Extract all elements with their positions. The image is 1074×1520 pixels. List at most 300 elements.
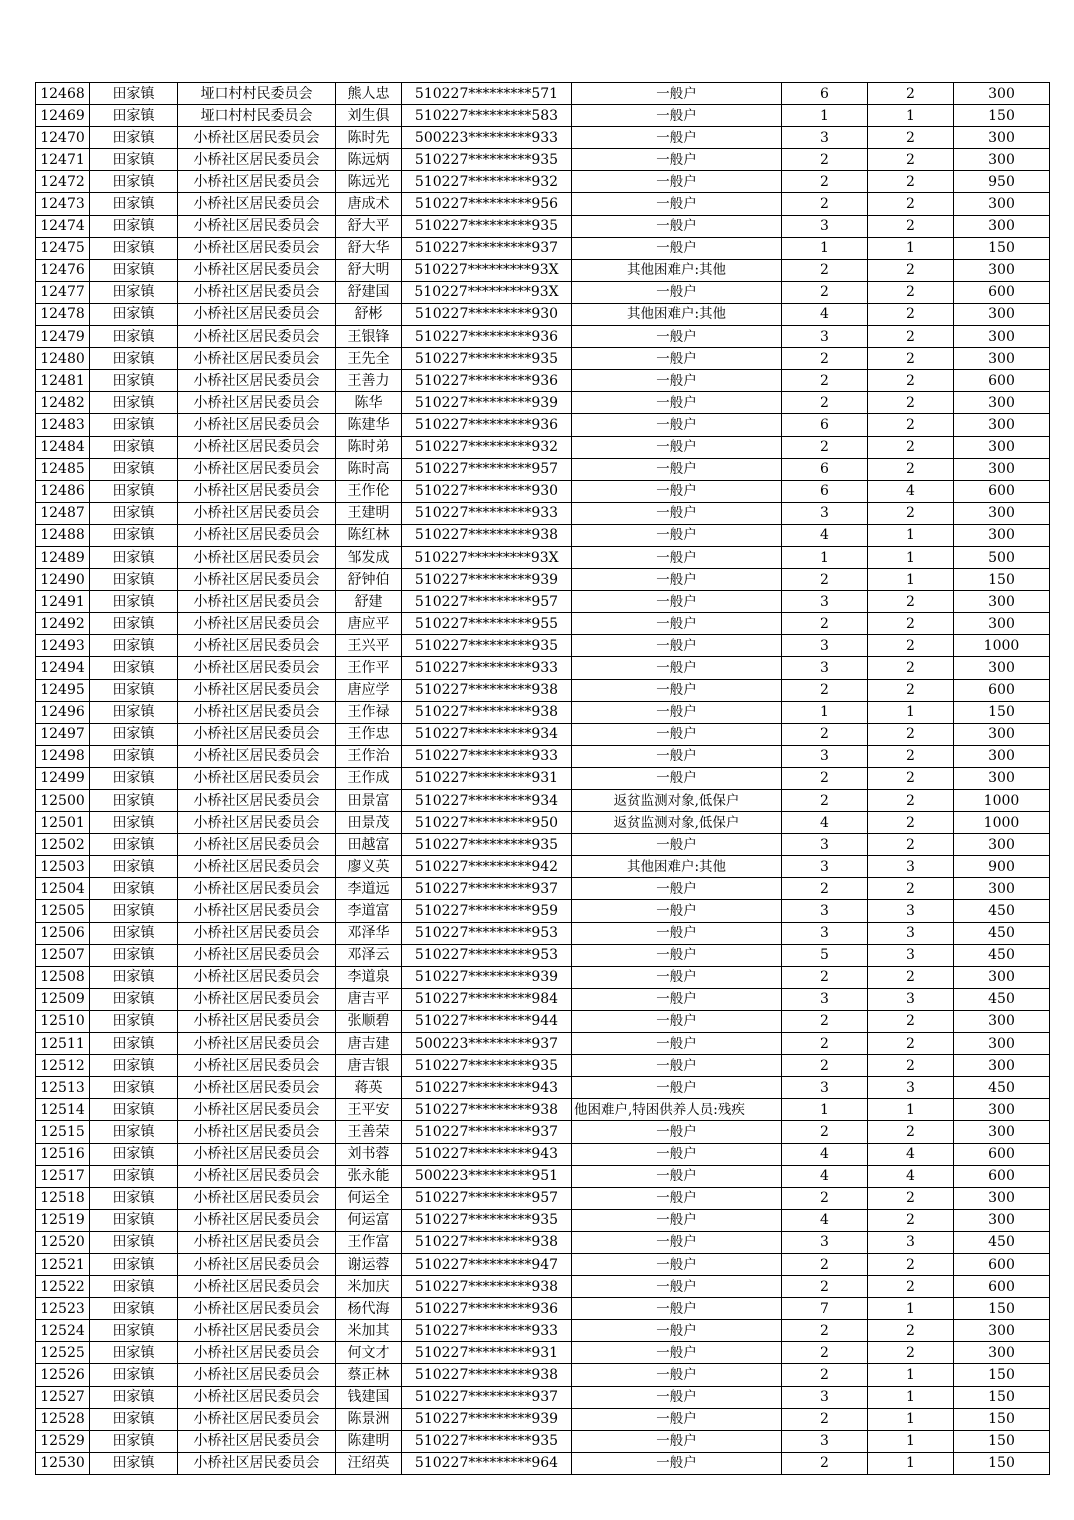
committee-cell: 小桥社区居民委员会 (178, 1386, 336, 1408)
family-size-cell: 4 (782, 1209, 868, 1231)
amount-cell: 450 (954, 988, 1050, 1010)
amount-cell: 300 (954, 1342, 1050, 1364)
amount-cell: 300 (954, 193, 1050, 215)
id-number-cell: 510227*********937 (402, 1121, 572, 1143)
family-size-cell: 6 (782, 414, 868, 436)
table-row (36, 657, 1050, 679)
name-cell: 邓泽华 (336, 922, 402, 944)
household-type-cell: 一般户 (572, 83, 782, 105)
id-number-cell: 510227*********984 (402, 988, 572, 1010)
committee-cell: 小桥社区居民委员会 (178, 745, 336, 767)
committee-cell: 小桥社区居民委员会 (178, 502, 336, 524)
committee-cell: 小桥社区居民委员会 (178, 1320, 336, 1342)
serial-number-cell: 12497 (36, 723, 90, 745)
amount-cell: 300 (954, 1010, 1050, 1032)
committee-cell: 小桥社区居民委员会 (178, 613, 336, 635)
serial-number-cell: 12493 (36, 635, 90, 657)
table-row (36, 1077, 1050, 1099)
amount-cell: 600 (954, 370, 1050, 392)
town-cell: 田家镇 (90, 127, 178, 149)
serial-number-cell: 12513 (36, 1077, 90, 1099)
id-number-cell: 510227*********930 (402, 480, 572, 502)
town-cell: 田家镇 (90, 546, 178, 568)
id-number-cell: 510227*********953 (402, 944, 572, 966)
serial-number-cell: 12484 (36, 436, 90, 458)
name-cell: 陈景洲 (336, 1408, 402, 1430)
id-number-cell: 510227*********936 (402, 370, 572, 392)
id-number-cell: 510227*********932 (402, 436, 572, 458)
name-cell: 王作平 (336, 657, 402, 679)
committee-cell: 小桥社区居民委员会 (178, 193, 336, 215)
beneficiary-count-cell: 1 (868, 1430, 954, 1452)
id-number-cell: 510227*********934 (402, 790, 572, 812)
amount-cell: 300 (954, 966, 1050, 988)
table-row (36, 1121, 1050, 1143)
name-cell: 舒钟伯 (336, 569, 402, 591)
serial-number-cell: 12509 (36, 988, 90, 1010)
id-number-cell: 510227*********93X (402, 259, 572, 281)
table-row (36, 1298, 1050, 1320)
serial-number-cell: 12485 (36, 458, 90, 480)
family-size-cell: 2 (782, 1320, 868, 1342)
household-type-cell: 一般户 (572, 105, 782, 127)
committee-cell: 小桥社区居民委员会 (178, 1010, 336, 1032)
committee-cell: 小桥社区居民委员会 (178, 1143, 336, 1165)
amount-cell: 300 (954, 613, 1050, 635)
beneficiary-count-cell: 2 (868, 303, 954, 325)
family-size-cell: 3 (782, 745, 868, 767)
committee-cell: 小桥社区居民委员会 (178, 1430, 336, 1452)
table-row (36, 767, 1050, 789)
name-cell: 舒大明 (336, 259, 402, 281)
name-cell: 王作伦 (336, 480, 402, 502)
beneficiary-count-cell: 1 (868, 237, 954, 259)
beneficiary-count-cell: 2 (868, 370, 954, 392)
name-cell: 廖义英 (336, 856, 402, 878)
household-type-cell: 一般户 (572, 1320, 782, 1342)
amount-cell: 300 (954, 502, 1050, 524)
amount-cell: 150 (954, 569, 1050, 591)
name-cell: 邓泽云 (336, 944, 402, 966)
family-size-cell: 5 (782, 944, 868, 966)
household-type-cell: 他困难户,特困供养人员:残疾 (572, 1099, 782, 1121)
household-type-cell: 一般户 (572, 171, 782, 193)
table-row (36, 83, 1050, 105)
table-row (36, 966, 1050, 988)
name-cell: 王银锋 (336, 326, 402, 348)
table-row (36, 458, 1050, 480)
household-type-cell: 一般户 (572, 348, 782, 370)
table-row (36, 1342, 1050, 1364)
committee-cell: 小桥社区居民委员会 (178, 480, 336, 502)
id-number-cell: 510227*********935 (402, 149, 572, 171)
family-size-cell: 3 (782, 1077, 868, 1099)
id-number-cell: 510227*********937 (402, 1386, 572, 1408)
family-size-cell: 1 (782, 1099, 868, 1121)
amount-cell: 300 (954, 348, 1050, 370)
beneficiary-count-cell: 1 (868, 1298, 954, 1320)
family-size-cell: 6 (782, 83, 868, 105)
id-number-cell: 510227*********957 (402, 458, 572, 480)
serial-number-cell: 12511 (36, 1033, 90, 1055)
id-number-cell: 510227*********937 (402, 237, 572, 259)
amount-cell: 300 (954, 149, 1050, 171)
family-size-cell: 2 (782, 966, 868, 988)
household-type-cell: 一般户 (572, 657, 782, 679)
household-type-cell: 一般户 (572, 1121, 782, 1143)
family-size-cell: 1 (782, 701, 868, 723)
beneficiary-count-cell: 3 (868, 988, 954, 1010)
family-size-cell: 4 (782, 303, 868, 325)
id-number-cell: 510227*********947 (402, 1253, 572, 1275)
family-size-cell: 4 (782, 1143, 868, 1165)
serial-number-cell: 12480 (36, 348, 90, 370)
serial-number-cell: 12475 (36, 237, 90, 259)
committee-cell: 小桥社区居民委员会 (178, 812, 336, 834)
id-number-cell: 510227*********933 (402, 1320, 572, 1342)
name-cell: 舒建 (336, 591, 402, 613)
table-row (36, 480, 1050, 502)
id-number-cell: 500223*********933 (402, 127, 572, 149)
town-cell: 田家镇 (90, 105, 178, 127)
town-cell: 田家镇 (90, 900, 178, 922)
household-type-cell: 一般户 (572, 1386, 782, 1408)
committee-cell: 小桥社区居民委员会 (178, 635, 336, 657)
committee-cell: 小桥社区居民委员会 (178, 657, 336, 679)
beneficiary-count-cell: 2 (868, 326, 954, 348)
amount-cell: 300 (954, 458, 1050, 480)
table-row (36, 1276, 1050, 1298)
id-number-cell: 510227*********943 (402, 1077, 572, 1099)
serial-number-cell: 12506 (36, 922, 90, 944)
table-row (36, 679, 1050, 701)
beneficiary-count-cell: 3 (868, 856, 954, 878)
household-type-cell: 一般户 (572, 701, 782, 723)
beneficiary-count-cell: 2 (868, 149, 954, 171)
name-cell: 唐吉平 (336, 988, 402, 1010)
town-cell: 田家镇 (90, 1342, 178, 1364)
amount-cell: 300 (954, 127, 1050, 149)
serial-number-cell: 12525 (36, 1342, 90, 1364)
town-cell: 田家镇 (90, 259, 178, 281)
household-subsidy-table (35, 82, 1050, 1475)
id-number-cell: 510227*********964 (402, 1452, 572, 1474)
name-cell: 舒彬 (336, 303, 402, 325)
family-size-cell: 4 (782, 524, 868, 546)
committee-cell: 小桥社区居民委员会 (178, 856, 336, 878)
table-row (36, 193, 1050, 215)
amount-cell: 450 (954, 1077, 1050, 1099)
id-number-cell: 510227*********950 (402, 812, 572, 834)
name-cell: 王善力 (336, 370, 402, 392)
town-cell: 田家镇 (90, 458, 178, 480)
beneficiary-count-cell: 2 (868, 723, 954, 745)
beneficiary-count-cell: 4 (868, 1165, 954, 1187)
beneficiary-count-cell: 2 (868, 414, 954, 436)
household-type-cell: 一般户 (572, 392, 782, 414)
beneficiary-count-cell: 2 (868, 613, 954, 635)
town-cell: 田家镇 (90, 1408, 178, 1430)
name-cell: 何文才 (336, 1342, 402, 1364)
household-type-cell: 一般户 (572, 679, 782, 701)
amount-cell: 450 (954, 922, 1050, 944)
amount-cell: 450 (954, 900, 1050, 922)
committee-cell: 小桥社区居民委员会 (178, 1077, 336, 1099)
committee-cell: 小桥社区居民委员会 (178, 922, 336, 944)
serial-number-cell: 12527 (36, 1386, 90, 1408)
table-row (36, 1055, 1050, 1077)
household-type-cell: 一般户 (572, 723, 782, 745)
id-number-cell: 510227*********933 (402, 657, 572, 679)
name-cell: 杨代海 (336, 1298, 402, 1320)
town-cell: 田家镇 (90, 414, 178, 436)
family-size-cell: 2 (782, 569, 868, 591)
family-size-cell: 2 (782, 1408, 868, 1430)
beneficiary-count-cell: 1 (868, 105, 954, 127)
town-cell: 田家镇 (90, 1276, 178, 1298)
table-row (36, 281, 1050, 303)
town-cell: 田家镇 (90, 348, 178, 370)
family-size-cell: 1 (782, 105, 868, 127)
committee-cell: 小桥社区居民委员会 (178, 259, 336, 281)
serial-number-cell: 12489 (36, 546, 90, 568)
committee-cell: 小桥社区居民委员会 (178, 966, 336, 988)
serial-number-cell: 12522 (36, 1276, 90, 1298)
amount-cell: 150 (954, 1452, 1050, 1474)
name-cell: 陈远炳 (336, 149, 402, 171)
family-size-cell: 2 (782, 370, 868, 392)
family-size-cell: 3 (782, 127, 868, 149)
name-cell: 田越富 (336, 834, 402, 856)
id-number-cell: 510227*********944 (402, 1010, 572, 1032)
beneficiary-count-cell: 1 (868, 1452, 954, 1474)
town-cell: 田家镇 (90, 988, 178, 1010)
table-row (36, 259, 1050, 281)
committee-cell: 小桥社区居民委员会 (178, 237, 336, 259)
name-cell: 陈远光 (336, 171, 402, 193)
table-row (36, 149, 1050, 171)
beneficiary-count-cell: 2 (868, 281, 954, 303)
committee-cell: 小桥社区居民委员会 (178, 679, 336, 701)
table-row (36, 569, 1050, 591)
name-cell: 舒大华 (336, 237, 402, 259)
amount-cell: 300 (954, 436, 1050, 458)
id-number-cell: 510227*********93X (402, 281, 572, 303)
name-cell: 王先全 (336, 348, 402, 370)
serial-number-cell: 12478 (36, 303, 90, 325)
id-number-cell: 500223*********951 (402, 1165, 572, 1187)
table-row (36, 127, 1050, 149)
committee-cell: 小桥社区居民委员会 (178, 1342, 336, 1364)
amount-cell: 150 (954, 701, 1050, 723)
id-number-cell: 510227*********939 (402, 392, 572, 414)
beneficiary-count-cell: 1 (868, 1364, 954, 1386)
table-row (36, 878, 1050, 900)
beneficiary-count-cell: 2 (868, 502, 954, 524)
id-number-cell: 510227*********959 (402, 900, 572, 922)
name-cell: 王作治 (336, 745, 402, 767)
committee-cell: 小桥社区居民委员会 (178, 127, 336, 149)
serial-number-cell: 12479 (36, 326, 90, 348)
table-row (36, 392, 1050, 414)
id-number-cell: 510227*********935 (402, 1209, 572, 1231)
committee-cell: 小桥社区居民委员会 (178, 436, 336, 458)
name-cell: 熊人忠 (336, 83, 402, 105)
family-size-cell: 3 (782, 900, 868, 922)
beneficiary-count-cell: 4 (868, 1143, 954, 1165)
table-row (36, 944, 1050, 966)
amount-cell: 300 (954, 657, 1050, 679)
family-size-cell: 3 (782, 635, 868, 657)
household-type-cell: 一般户 (572, 1430, 782, 1452)
town-cell: 田家镇 (90, 856, 178, 878)
town-cell: 田家镇 (90, 569, 178, 591)
beneficiary-count-cell: 2 (868, 1320, 954, 1342)
committee-cell: 小桥社区居民委员会 (178, 1408, 336, 1430)
amount-cell: 300 (954, 1121, 1050, 1143)
name-cell: 田景富 (336, 790, 402, 812)
table-row (36, 1010, 1050, 1032)
beneficiary-count-cell: 2 (868, 679, 954, 701)
beneficiary-count-cell: 2 (868, 1055, 954, 1077)
serial-number-cell: 12468 (36, 83, 90, 105)
committee-cell: 小桥社区居民委员会 (178, 834, 336, 856)
family-size-cell: 2 (782, 281, 868, 303)
id-number-cell: 510227*********955 (402, 613, 572, 635)
id-number-cell: 510227*********935 (402, 215, 572, 237)
name-cell: 舒大平 (336, 215, 402, 237)
town-cell: 田家镇 (90, 745, 178, 767)
town-cell: 田家镇 (90, 878, 178, 900)
beneficiary-count-cell: 2 (868, 1342, 954, 1364)
committee-cell: 小桥社区居民委员会 (178, 281, 336, 303)
amount-cell: 300 (954, 392, 1050, 414)
family-size-cell: 2 (782, 1121, 868, 1143)
beneficiary-count-cell: 1 (868, 546, 954, 568)
committee-cell: 小桥社区居民委员会 (178, 723, 336, 745)
household-type-cell: 一般户 (572, 745, 782, 767)
id-number-cell: 510227*********953 (402, 922, 572, 944)
amount-cell: 150 (954, 1430, 1050, 1452)
name-cell: 李道远 (336, 878, 402, 900)
beneficiary-count-cell: 2 (868, 657, 954, 679)
household-type-cell: 一般户 (572, 635, 782, 657)
family-size-cell: 2 (782, 613, 868, 635)
household-type-cell: 一般户 (572, 480, 782, 502)
household-type-cell: 一般户 (572, 127, 782, 149)
serial-number-cell: 12494 (36, 657, 90, 679)
family-size-cell: 2 (782, 1055, 868, 1077)
amount-cell: 300 (954, 1099, 1050, 1121)
table-row (36, 635, 1050, 657)
household-type-cell: 一般户 (572, 370, 782, 392)
household-type-cell: 一般户 (572, 613, 782, 635)
household-type-cell: 一般户 (572, 1077, 782, 1099)
household-type-cell: 一般户 (572, 922, 782, 944)
id-number-cell: 510227*********938 (402, 679, 572, 701)
committee-cell: 小桥社区居民委员会 (178, 1364, 336, 1386)
serial-number-cell: 12471 (36, 149, 90, 171)
family-size-cell: 2 (782, 767, 868, 789)
family-size-cell: 3 (782, 1231, 868, 1253)
town-cell: 田家镇 (90, 149, 178, 171)
beneficiary-count-cell: 1 (868, 569, 954, 591)
town-cell: 田家镇 (90, 679, 178, 701)
name-cell: 陈建华 (336, 414, 402, 436)
serial-number-cell: 12486 (36, 480, 90, 502)
name-cell: 陈时弟 (336, 436, 402, 458)
name-cell: 张顺碧 (336, 1010, 402, 1032)
beneficiary-count-cell: 3 (868, 1231, 954, 1253)
family-size-cell: 2 (782, 1253, 868, 1275)
family-size-cell: 3 (782, 988, 868, 1010)
family-size-cell: 2 (782, 436, 868, 458)
household-type-cell: 一般户 (572, 591, 782, 613)
id-number-cell: 510227*********935 (402, 1430, 572, 1452)
household-type-cell: 一般户 (572, 193, 782, 215)
committee-cell: 小桥社区居民委员会 (178, 326, 336, 348)
beneficiary-count-cell: 2 (868, 1010, 954, 1032)
family-size-cell: 2 (782, 1276, 868, 1298)
table-row (36, 326, 1050, 348)
household-type-cell: 一般户 (572, 414, 782, 436)
serial-number-cell: 12512 (36, 1055, 90, 1077)
family-size-cell: 2 (782, 790, 868, 812)
amount-cell: 150 (954, 237, 1050, 259)
town-cell: 田家镇 (90, 1055, 178, 1077)
beneficiary-count-cell: 2 (868, 878, 954, 900)
name-cell: 王建明 (336, 502, 402, 524)
serial-number-cell: 12530 (36, 1452, 90, 1474)
amount-cell: 450 (954, 944, 1050, 966)
household-type-cell: 一般户 (572, 281, 782, 303)
town-cell: 田家镇 (90, 502, 178, 524)
household-type-cell: 一般户 (572, 1055, 782, 1077)
id-number-cell: 510227*********938 (402, 1276, 572, 1298)
household-type-cell: 其他困难户:其他 (572, 856, 782, 878)
town-cell: 田家镇 (90, 193, 178, 215)
serial-number-cell: 12520 (36, 1231, 90, 1253)
id-number-cell: 510227*********583 (402, 105, 572, 127)
amount-cell: 300 (954, 745, 1050, 767)
amount-cell: 150 (954, 105, 1050, 127)
table-row (36, 988, 1050, 1010)
family-size-cell: 2 (782, 171, 868, 193)
serial-number-cell: 12476 (36, 259, 90, 281)
name-cell: 王作禄 (336, 701, 402, 723)
town-cell: 田家镇 (90, 303, 178, 325)
name-cell: 王善荣 (336, 1121, 402, 1143)
town-cell: 田家镇 (90, 237, 178, 259)
household-type-cell: 一般户 (572, 1452, 782, 1474)
town-cell: 田家镇 (90, 1121, 178, 1143)
town-cell: 田家镇 (90, 723, 178, 745)
amount-cell: 500 (954, 546, 1050, 568)
serial-number-cell: 12498 (36, 745, 90, 767)
family-size-cell: 2 (782, 1033, 868, 1055)
id-number-cell: 510227*********935 (402, 635, 572, 657)
id-number-cell: 510227*********935 (402, 348, 572, 370)
family-size-cell: 6 (782, 458, 868, 480)
serial-number-cell: 12470 (36, 127, 90, 149)
beneficiary-count-cell: 2 (868, 1276, 954, 1298)
table-row (36, 900, 1050, 922)
committee-cell: 小桥社区居民委员会 (178, 524, 336, 546)
serial-number-cell: 12477 (36, 281, 90, 303)
name-cell: 王作富 (336, 1231, 402, 1253)
beneficiary-count-cell: 2 (868, 259, 954, 281)
amount-cell: 300 (954, 326, 1050, 348)
